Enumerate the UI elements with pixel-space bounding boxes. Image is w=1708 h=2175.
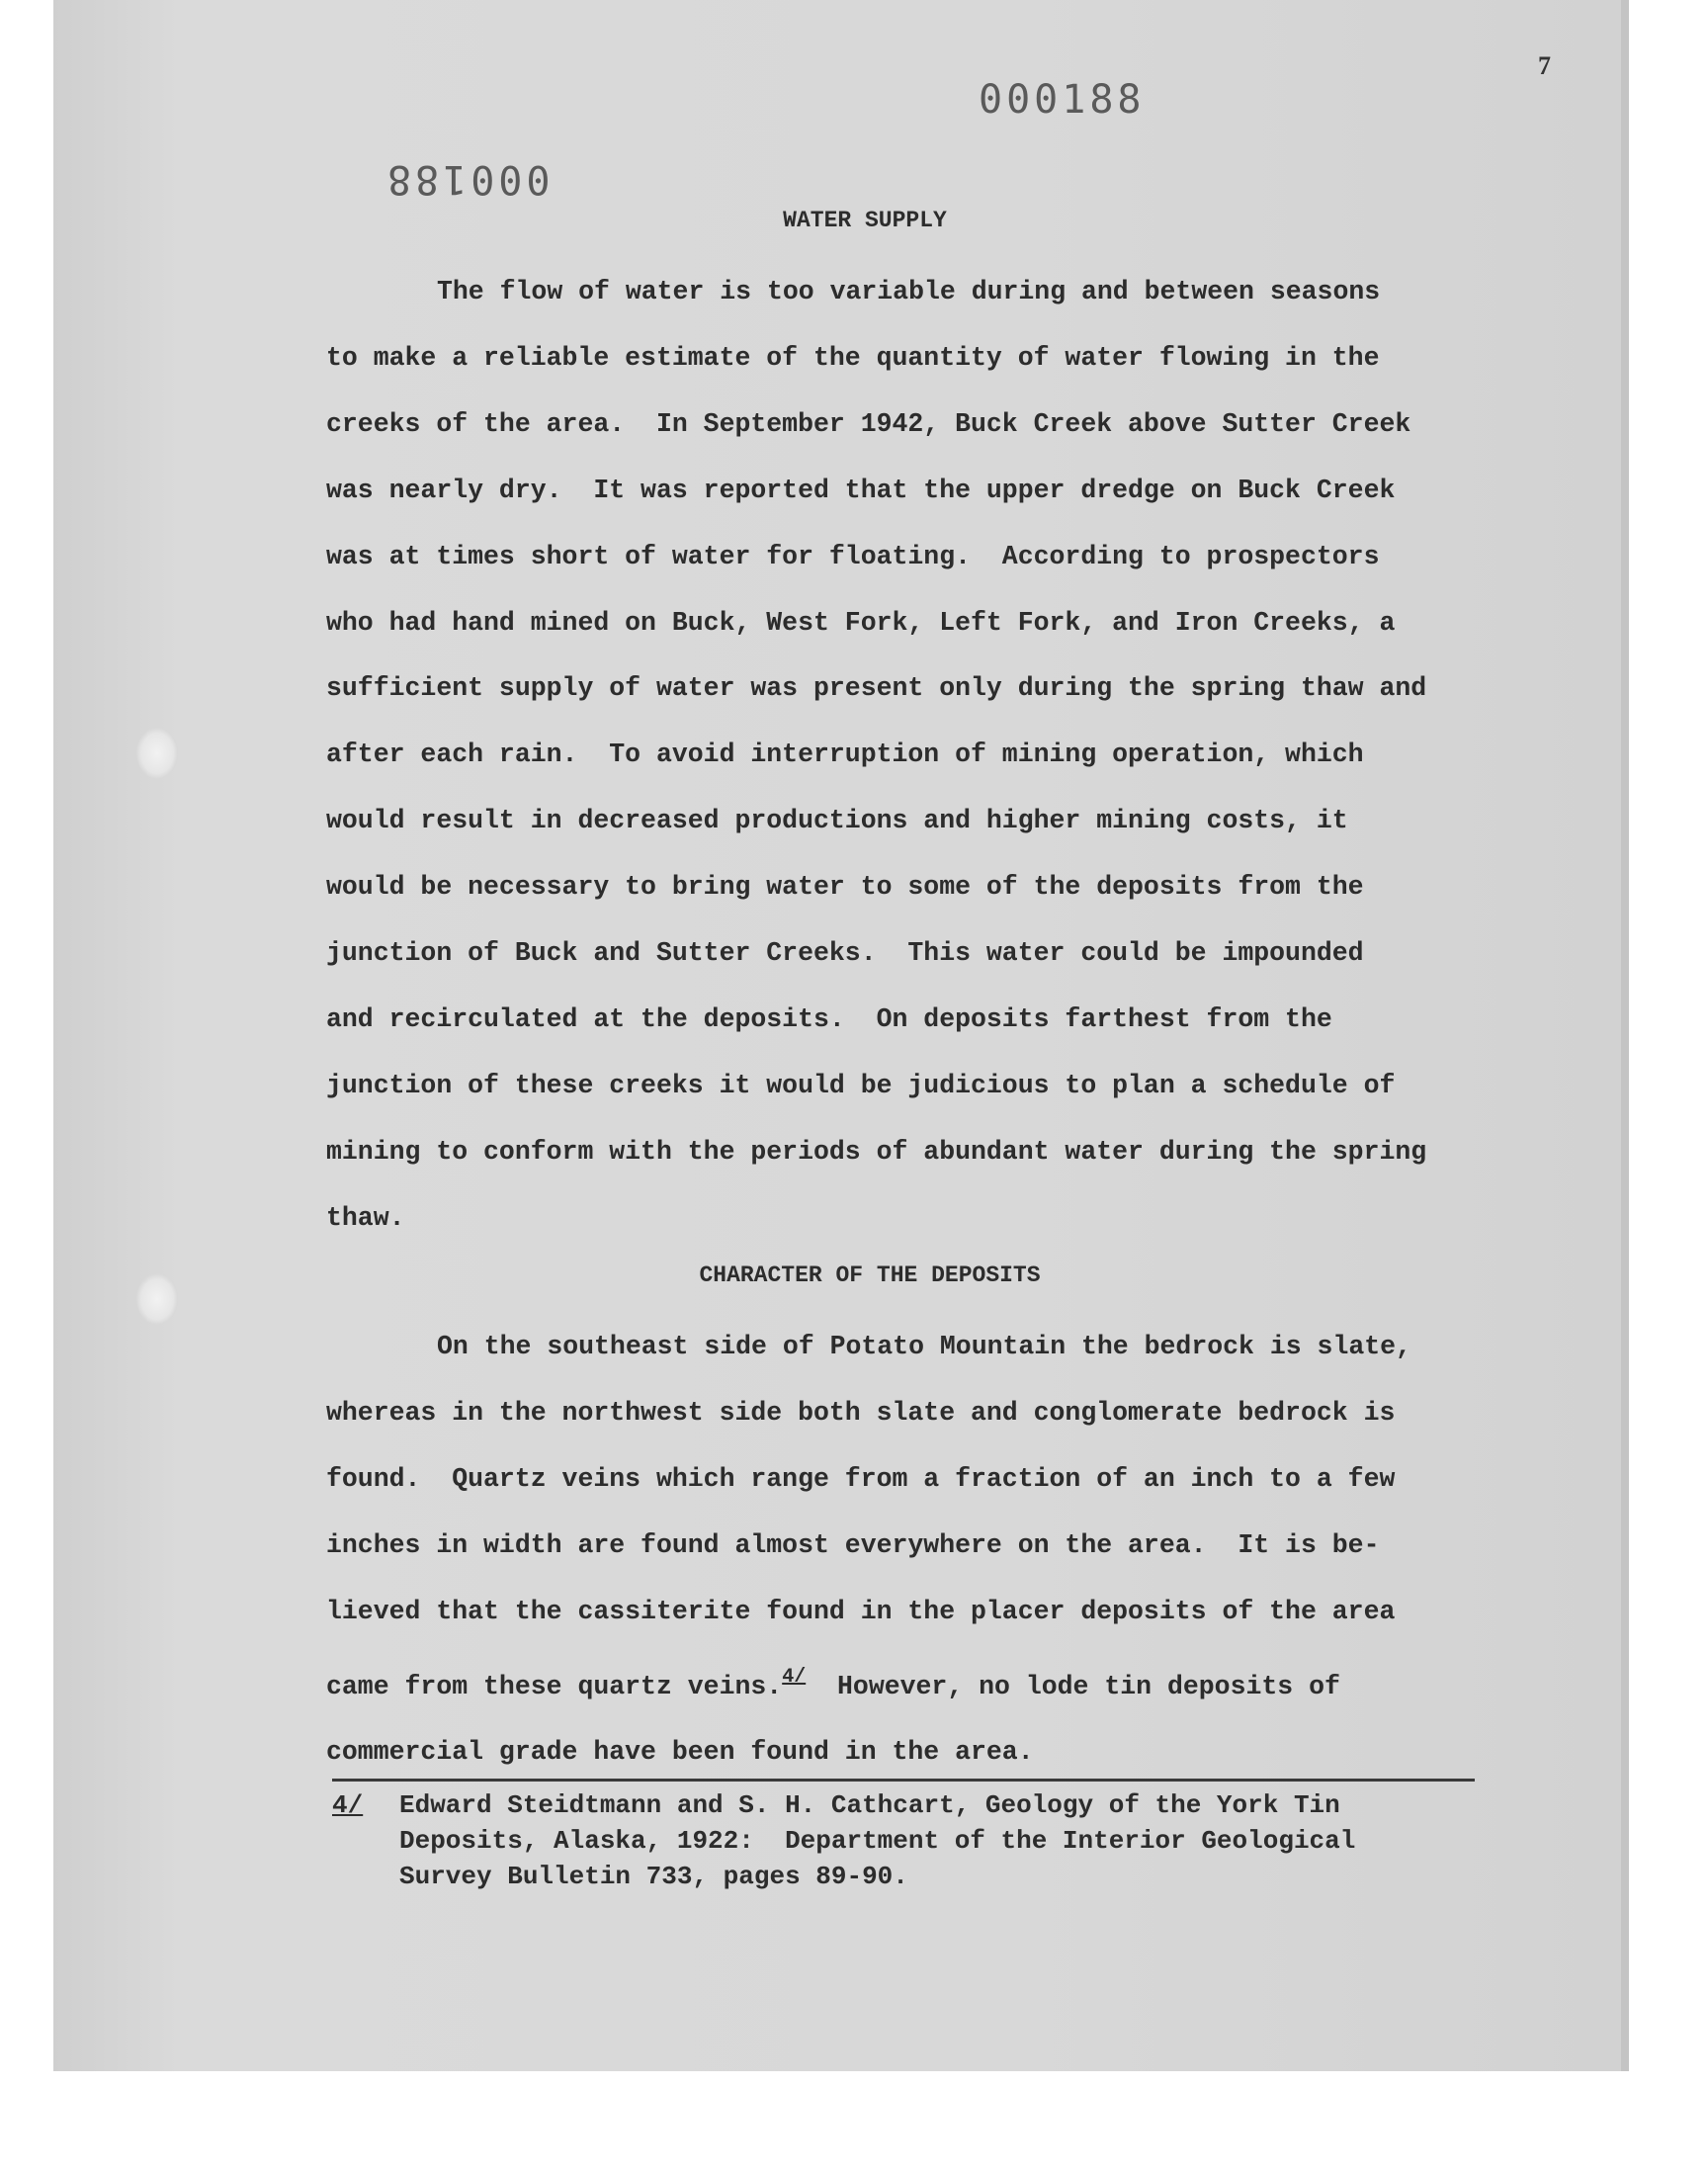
text-line: and recirculated at the deposits. On deposits farthest from the <box>326 1003 1332 1034</box>
footnote-divider <box>332 1779 1475 1782</box>
text-line: junction of these creeks it would be judicious to plan a schedule of <box>326 1070 1396 1100</box>
text-segment: came from these quartz veins. <box>326 1671 783 1701</box>
scan-edge <box>1621 0 1629 2071</box>
footnote-marker: 4/ <box>332 1790 364 1820</box>
page-number: 7 <box>1538 51 1551 80</box>
text-line: was at times short of water for floating. According to prospectors <box>326 541 1380 571</box>
text-line: found. Quartz veins which range from a fraction of an inch to a few <box>326 1463 1396 1494</box>
text-line: junction of Buck and Sutter Creeks. This water could be impounded <box>326 938 1364 969</box>
text-line-with-footnote <box>326 1645 1512 1720</box>
footnote-reference: 4/ <box>782 1665 807 1689</box>
footnote-line: Edward Steidtmann and S. H. Cathcart, Geology of the York Tin <box>399 1790 1340 1820</box>
text-line: who had hand mined on Buck, West Fork, Left Fork, and Iron Creeks, a <box>326 607 1396 638</box>
footnote-body <box>399 1787 1355 1894</box>
footnote-line: Survey Bulletin 733, pages 89-90. <box>399 1862 908 1891</box>
section-heading-character-of-deposits: CHARACTER OF THE DEPOSITS <box>699 1262 1041 1288</box>
text-line: would be necessary to bring water to some of the deposits from the <box>326 872 1364 903</box>
text-line: thaw. <box>326 1202 405 1233</box>
punch-hole <box>136 1273 178 1325</box>
footnote-line: Deposits, Alaska, 1922: Department of the Interior Geological <box>399 1826 1356 1856</box>
text-line: creeks of the area. In September 1942, Buck Creek above Sutter Creek <box>326 408 1411 439</box>
document-stamp: 000188 <box>979 77 1146 123</box>
text-line: after each rain. To avoid interruption of mining operation, which <box>326 740 1364 770</box>
paragraph-character-of-deposits <box>326 1314 1512 1785</box>
text-line: commercial grade have been found in the area. <box>326 1737 1034 1768</box>
text-line: inches in width are found almost everywhere on the area. It is be- <box>326 1529 1380 1560</box>
section-heading-water-supply: WATER SUPPLY <box>783 208 947 233</box>
text-line: lieved that the cassiterite found in the placer deposits of the area <box>326 1596 1396 1626</box>
text-line: mining to conform with the periods of abundant water during the spring <box>326 1136 1427 1167</box>
punch-hole <box>136 728 178 779</box>
text-line: whereas in the northwest side both slate and conglomerate bedrock is <box>326 1397 1396 1428</box>
text-line: would result in decreased productions and higher mining costs, it <box>326 806 1348 836</box>
text-line: The flow of water is too variable during and between seasons <box>437 277 1381 306</box>
text-segment: However, no lode tin deposits of <box>806 1671 1340 1701</box>
text-line: On the southeast side of Potato Mountain the bedrock is slate, <box>437 1332 1411 1361</box>
text-line: sufficient supply of water was present only during the spring thaw and <box>326 673 1427 704</box>
paragraph-water-supply <box>326 259 1512 1252</box>
text-line: to make a reliable estimate of the quantity of water flowing in the <box>326 342 1380 373</box>
text-line: was nearly dry. It was reported that the upper dredge on Buck Creek <box>326 475 1396 505</box>
document-stamp-rotated: 000188 <box>384 156 551 202</box>
